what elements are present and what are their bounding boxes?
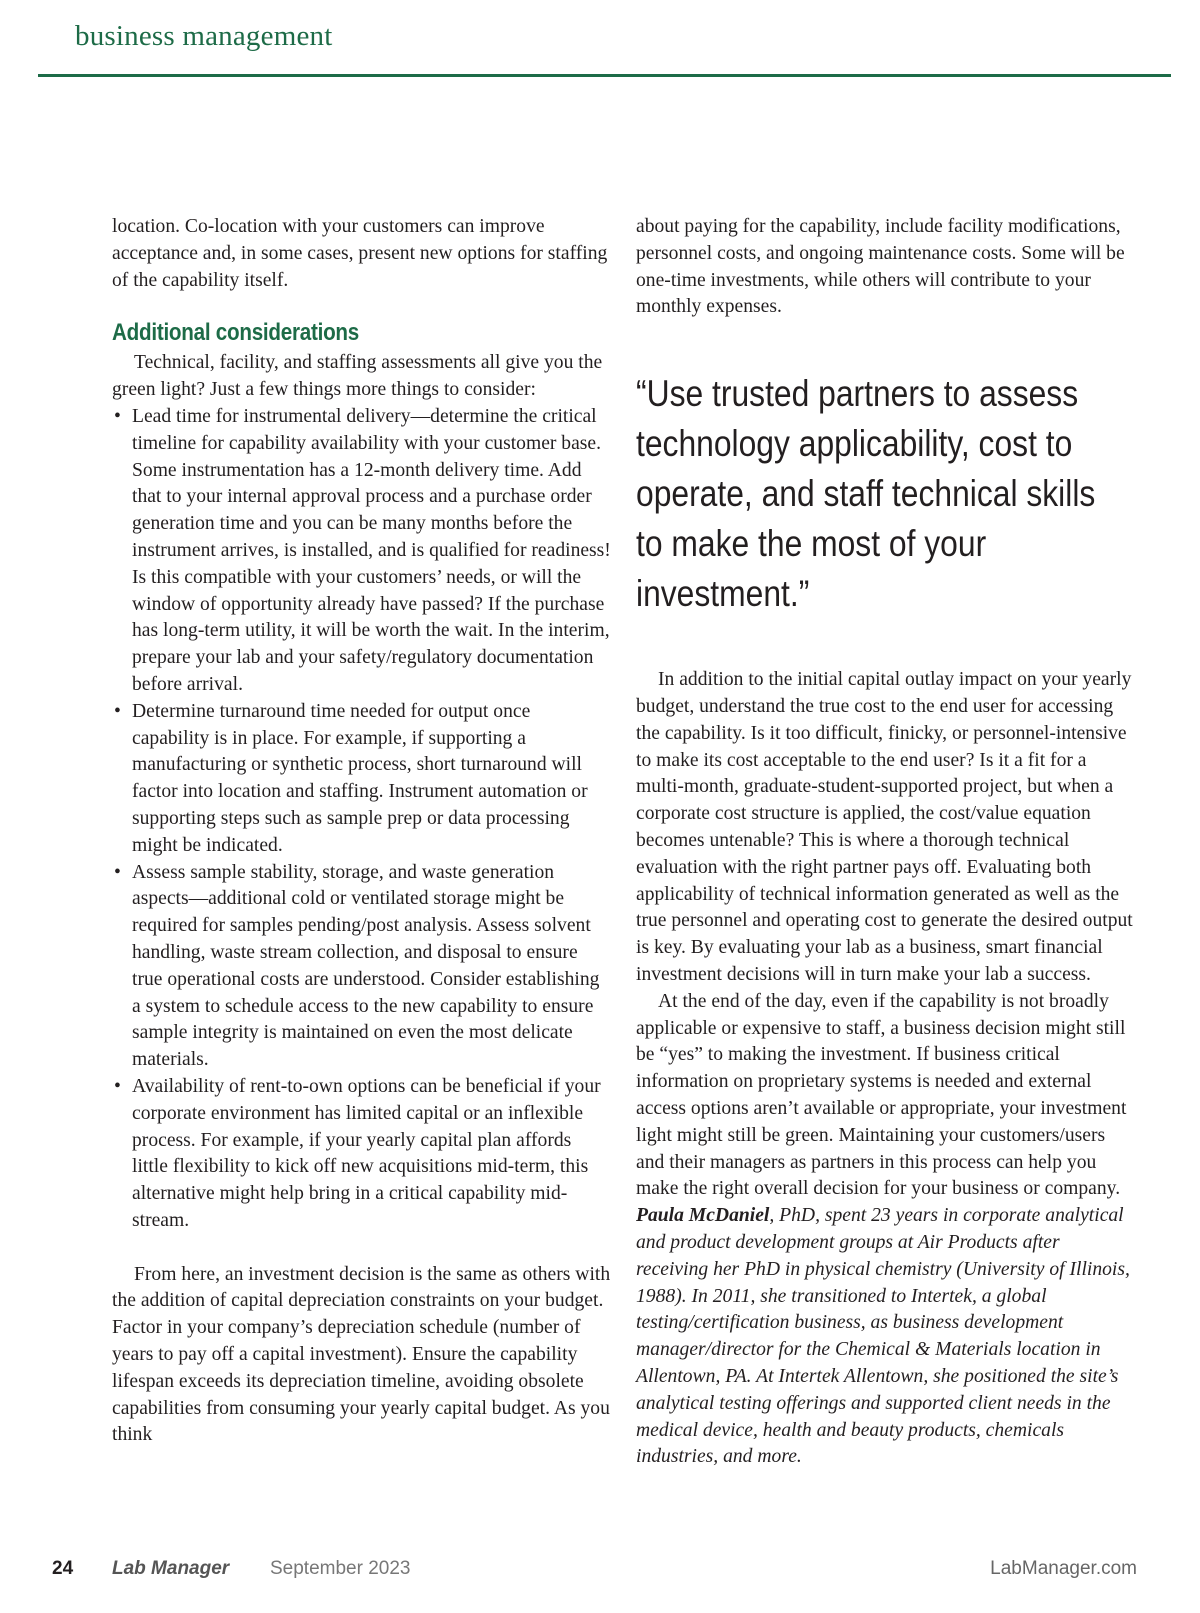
author-bio-text: , PhD, spent 23 years in corporate analytical and product development groups at Air Products after receiving her PhD in physical chemistry (University of Illinois, 1988). In 2011, she transitioned to Intertek, a global testing/certification business, as business development manager/director for the Chemical & Materials location in Allentown, PA. At Intertek Allentown, she positioned the site’s analytical testing offerings and supported client needs in the medical device, health and beauty products, chemicals industries, and more. bbox=[636, 1205, 1130, 1468]
closing-paragraph: From here, an investment decision is the same as others with the addition of capital depreciation constraints on your budget. Factor in your company’s depreciation schedule (number of years to pay off a capital investment). Ensure the capability lifespan exceeds its depreciation timeline, avoiding obsolete capabilities from consuming your yearly capital budget. As you think bbox=[112, 1263, 611, 1446]
left-intro-paragraph: location. Co-location with your customers can improve acceptance and, in some cases, present new options for staffing of the capability itself. bbox=[112, 216, 608, 291]
list-item: • Lead time for instrumental delivery—determine the critical timeline for capability availability with your customer base. Some instrumentation has a 12-month delivery time. Add that to your internal approval process and a purchase order generation time and you can be many months before the instrument arrives, is installed, and is qualified for readiness! Is this compatible with your customers’ needs, or will the window of opportunity already have passed? If the purchase has long-term utility, it will be worth the wait. In the interim, prepare your lab and your safety/regulatory documentation before arrival. bbox=[112, 404, 612, 699]
body-paragraph: In addition to the initial capital outlay impact on your yearly budget, understand the true cost to the end user for accessing the capability. Is it too difficult, finicky, or personnel-intensive to make its cost acceptable to the end user? Is it a fit for a multi-month, graduate-student-supported project, but when a corporate cost structure is applied, the cost/value equation becomes untenable? This is where a thorough technical evaluation with the right partner pays off. Evaluating both applicability of technical information generated as well as the true personnel and operating cost to generate the desired output is key. By evaluating your lab as a business, smart financial investment decisions will in turn make your lab a success. bbox=[636, 669, 1133, 985]
considerations-list bbox=[112, 404, 612, 1235]
page-footer bbox=[0, 1556, 1200, 1586]
list-item: • Availability of rent-to-own options can be beneficial if your corporate environment has limited capital or an inflexible process. For example, if your yearly capital plan affords little flexibility to kick off new acquisitions mid-term, this alternative might help bring in a critical capability mid-stream. bbox=[112, 1074, 612, 1235]
section-heading: Additional considerations bbox=[112, 319, 359, 347]
list-item: • Assess sample stability, storage, and waste generation aspects—additional cold or ventilated storage might be required for samples pending/post analysis. Assess solvent handling, waste stream collection, and disposal to ensure true operational costs are understood. Consider establishing a system to schedule access to the new capability to ensure sample integrity is maintained on even the most delicate materials. bbox=[112, 860, 612, 1074]
body-paragraph: At the end of the day, even if the capability is not broadly applicable or expensive to staff, a business decision might still be “yes” to making the investment. If business critical information on proprietary systems is needed and external access options aren’t available or appropriate, your investment light might still be green. Maintaining your customers/users and their managers as partners in this process can help you make the right overall decision for your business or company. bbox=[636, 990, 1127, 1200]
left-column bbox=[112, 214, 612, 1449]
pull-quote: “Use trusted partners to assess technology applicability, cost to operate, and staff technical skills to make the most of your investment.” bbox=[636, 373, 1096, 615]
page-number: 24 bbox=[52, 1558, 74, 1579]
author-bio bbox=[636, 1203, 1136, 1471]
lead-paragraph: Technical, facility, and staffing assessments all give you the green light? Just a few things more things to consider: bbox=[112, 352, 603, 401]
header-rule bbox=[38, 74, 1171, 77]
author-name: Paula McDaniel bbox=[636, 1205, 770, 1227]
list-item: • Determine turnaround time needed for output once capability is in place. For example, if supporting a manufacturing or synthetic process, short turnaround will factor into location and staffing. Instrument automation or supporting steps such as sample prep or data processing might be indicated. bbox=[112, 699, 612, 860]
issue-date: September 2023 bbox=[270, 1558, 411, 1579]
website: LabManager.com bbox=[990, 1558, 1137, 1579]
right-intro-paragraph: about paying for the capability, include facility modifications, personnel costs, and ongoing maintenance costs. Some will be one-time investments, while others will contribute to your monthly expenses. bbox=[636, 216, 1125, 318]
right-column bbox=[636, 214, 1136, 1471]
section-label: business management bbox=[75, 20, 333, 52]
magazine-name: Lab Manager bbox=[112, 1558, 230, 1579]
